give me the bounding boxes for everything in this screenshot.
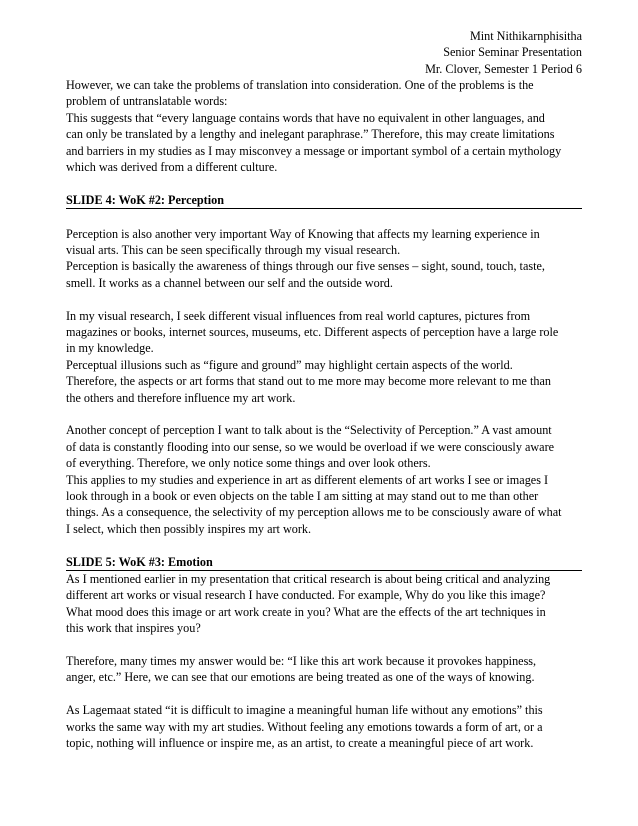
author-name: Mint Nithikarnphisitha bbox=[469, 29, 582, 43]
spacer bbox=[66, 175, 582, 191]
slide4-paragraph-3: In my visual research, I seek different visual influences from real world captures, pictures from magazines or books, internet sources, museums, etc. Different aspects of perception have a large role in my knowledge. bbox=[66, 308, 559, 356]
slide4-paragraph-1: Perception is also another very important Way of Knowing that affects my learning experience in visual arts. This can be seen specifically through my visual research. bbox=[66, 226, 540, 257]
slide5-paragraph-2: Therefore, many times my answer would be: “I like this art work because it provokes happiness, anger, etc.” Here, we can see that our emotions are being treated as one of the ways of knowing. bbox=[66, 654, 537, 685]
intro-paragraph-2: This suggests that “every language contains words that have no equivalent in other languages, and can only be translated by a lengthy and inelegant paraphrase.” Therefore, this may create limitations and barriers in my studies as I may misconvey a message or important symbol of a certain mythology which was derived from a different culture. bbox=[66, 110, 562, 174]
document-header bbox=[66, 28, 582, 77]
slide5-paragraph-1: As I mentioned earlier in my presentation that critical research is about being critical and analyzing different art works or visual research I have conducted. For example, Why do you like this image? What mood does this image or art work create in you? What are the effects of the art techniques in this work that inspires you? bbox=[66, 572, 551, 636]
spacer bbox=[66, 406, 582, 422]
slide4-paragraph-2: Perception is basically the awareness of things through our five senses – sight, sound, touch, taste, smell. It works as a channel between our self and the outside word. bbox=[66, 259, 545, 290]
course-info: Mr. Clover, Semester 1 Period 6 bbox=[425, 61, 582, 76]
slide4-heading: SLIDE 4: WoK #2: Perception bbox=[66, 192, 582, 209]
intro-paragraph-1: However, we can take the problems of translation into consideration. One of the problems is the problem of untranslatable words: bbox=[66, 77, 534, 109]
spacer bbox=[66, 291, 582, 307]
spacer bbox=[66, 537, 582, 553]
slide5-heading: SLIDE 5: WoK #3: Emotion bbox=[66, 554, 582, 571]
slide4-paragraph-4: Perceptual illusions such as “figure and ground” may highlight certain aspects of the world. Therefore, the aspects or art forms that stand out to me more may become more relevant to me than the others and therefore influence my art work. bbox=[66, 357, 551, 405]
document-subtitle: Senior Seminar Presentation bbox=[443, 45, 582, 60]
slide4-paragraph-6: This applies to my studies and experience in art as different elements of art works I see or images I look through in a book or even objects on the table I am sitting at may stand out to me than other things. As a consequence, the selectivity of my perception allows me to be consciously aware of what I select, which then possibly inspires my art work. bbox=[66, 472, 562, 536]
spacer bbox=[66, 637, 582, 653]
slide4-paragraph-5: Another concept of perception I want to talk about is the “Selectivity of Perception.” A vast amount of data is constantly flooding into our sense, so we would be overload if we were consciously aware of everything. Therefore, we only notice some things and over look others. bbox=[66, 423, 555, 471]
slide5-paragraph-3: As Lagemaat stated “it is difficult to imagine a meaningful human life without any emotions” this works the same way with my art studies. Without feeling any emotions towards a form of art, or a topic, nothing will influence or inspire me, as an artist, to create a meaningful piece of art work. bbox=[66, 703, 543, 751]
spacer bbox=[66, 209, 582, 225]
spacer bbox=[66, 686, 582, 702]
